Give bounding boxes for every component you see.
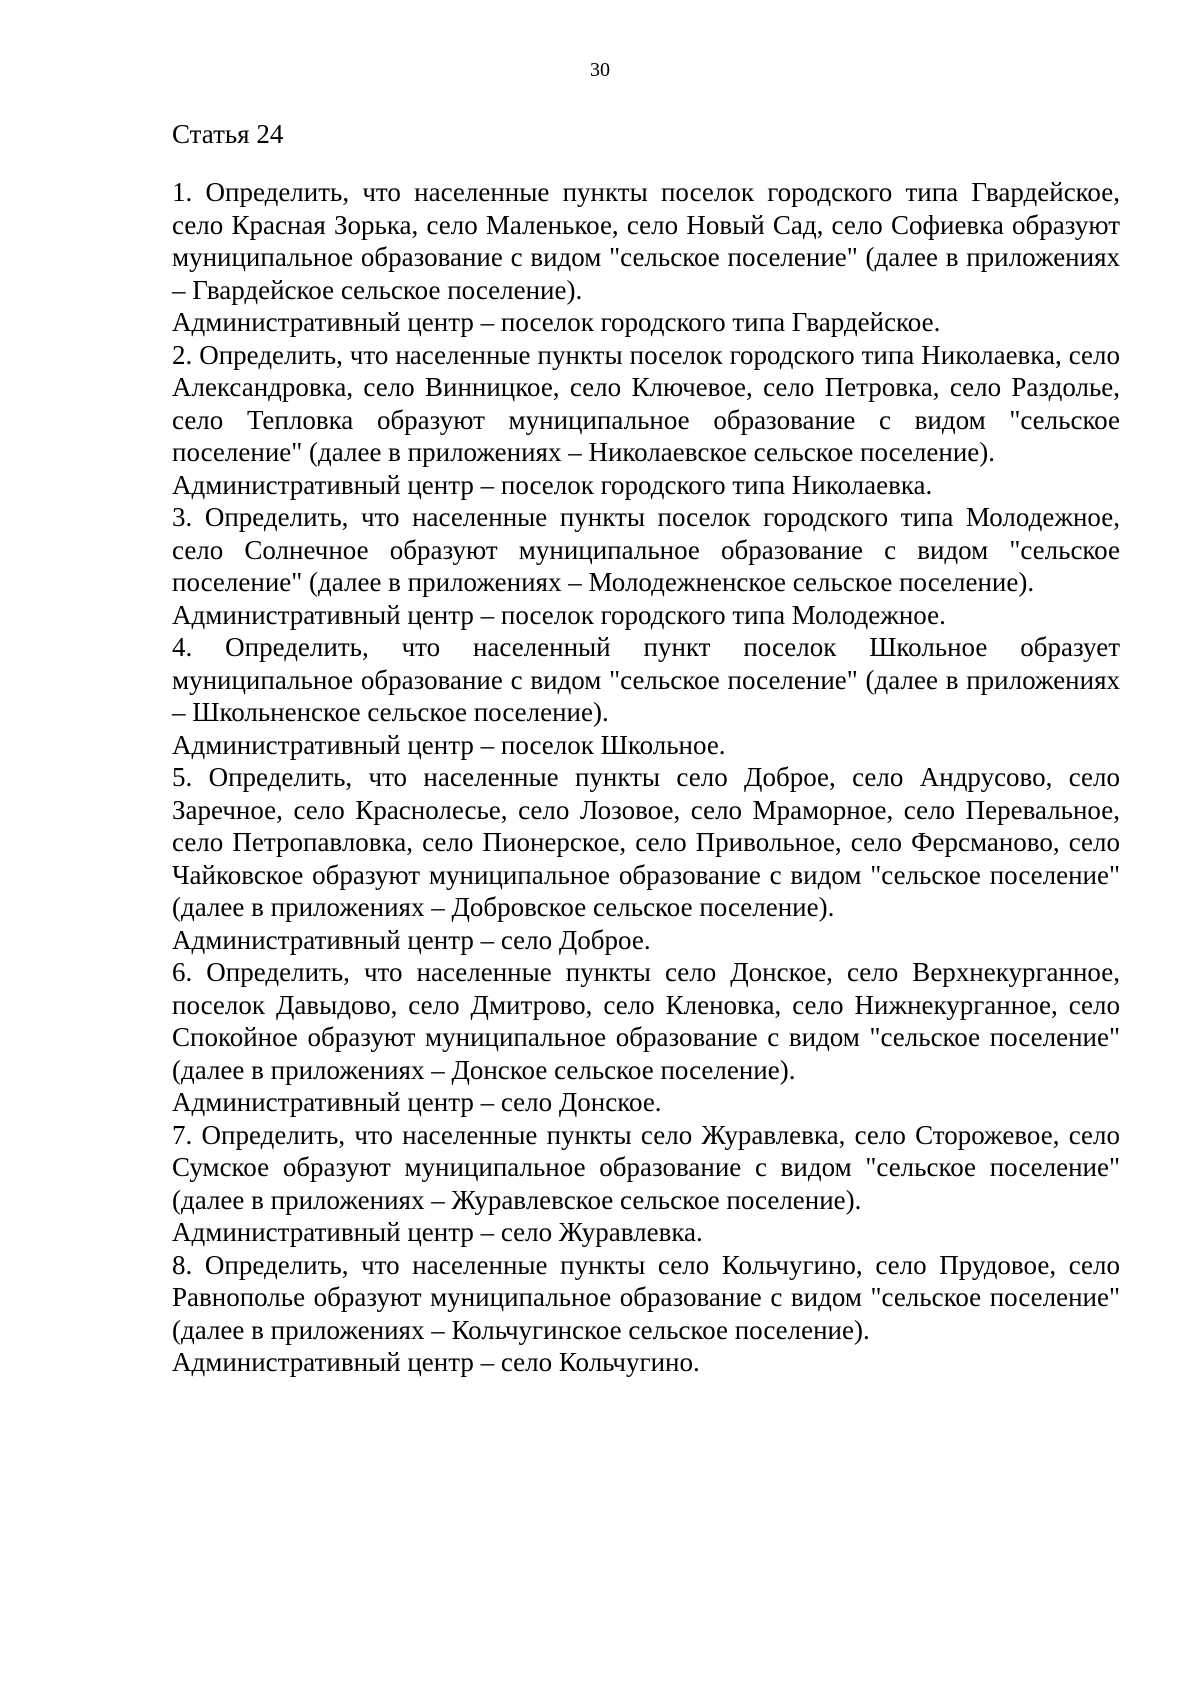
clause-2-admin-center: Административный центр – поселок городского типа Николаевка. [172, 469, 933, 500]
clause-6-admin-center: Административный центр – село Донское. [172, 1087, 662, 1117]
clause-6-text: 6. Определить, что населенные пункты село Донское, село Верхнекурганное, поселок Давыдово, село Дмитрово, село Кленовка, село Нижнекурганное, село Спокойное образуют муниципальное образование с видом "сельское поселение" (далее в приложениях – Донское сельское поселение). [172, 957, 1120, 1085]
clause-3-admin-center: Административный центр – поселок городского типа Молодежное. [172, 599, 946, 630]
clause-8-admin-center: Административный центр – село Кольчугино. [172, 1347, 700, 1377]
clause-1-admin-center: Административный центр – поселок городского типа Гвардейское. [172, 307, 941, 337]
clause-1-text: 1. Определить, что населенные пункты поселок городского типа Гвардейское, село Красная Зорька, село Маленькое, село Новый Сад, село Софиевка образуют муниципальное образование с видом "сельское поселение" (далее в приложениях – Гвардейское сельское поселение). [172, 177, 1120, 305]
clause-7-admin-center: Административный центр – село Журавлевка. [172, 1217, 703, 1247]
article-body [172, 176, 1120, 1379]
clause-2-text: 2. Определить, что населенные пункты поселок городского типа Николаевка, село Александровка, село Винницкое, село Ключевое, село Петровка, село Раздолье, село Тепловка образуют муниципальное образование с видом "сельское поселение" (далее в приложениях – Николаевское сельское поселение). [172, 339, 1120, 467]
clause-7-text: 7. Определить, что населенные пункты село Журавлевка, село Сторожевое, село Сумское образуют муниципальное образование с видом "сельское поселение" (далее в приложениях – Журавлевское сельское поселение). [172, 1119, 1120, 1215]
clause-4-text: 4. Определить, что населенный пункт поселок Школьное образует муниципальное образование с видом "сельское поселение" (далее в приложениях – Школьненское сельское поселение). [172, 632, 1120, 727]
clause-8-text: 8. Определить, что населенные пункты село Кольчугино, село Прудовое, село Равнополье образуют муниципальное образование с видом "сельское поселение" (далее в приложениях – Кольчугинское сельское поселение). [172, 1249, 1120, 1345]
clause-5-admin-center: Административный центр – село Доброе. [172, 924, 651, 955]
clause-3-text: 3. Определить, что населенные пункты поселок городского типа Молодежное, село Солнечное образуют муниципальное образование с видом "сельское поселение" (далее в приложениях – Молодежненское сельское поселение). [172, 502, 1120, 597]
clause-5-text: 5. Определить, что населенные пункты село Доброе, село Андрусово, село Заречное, село Краснолесье, село Лозовое, село Мраморное, село Перевальное, село Петропавловка, село Пионерское, село Привольное, село Ферсманово, село Чайковское образуют муниципальное образование с видом "сельское поселение" (далее в приложениях – Добровское сельское поселение). [172, 762, 1120, 922]
page-number: 30 [590, 59, 610, 81]
article-title: Статья 24 [172, 119, 284, 149]
clause-4-admin-center: Административный центр – поселок Школьное. [172, 729, 726, 760]
